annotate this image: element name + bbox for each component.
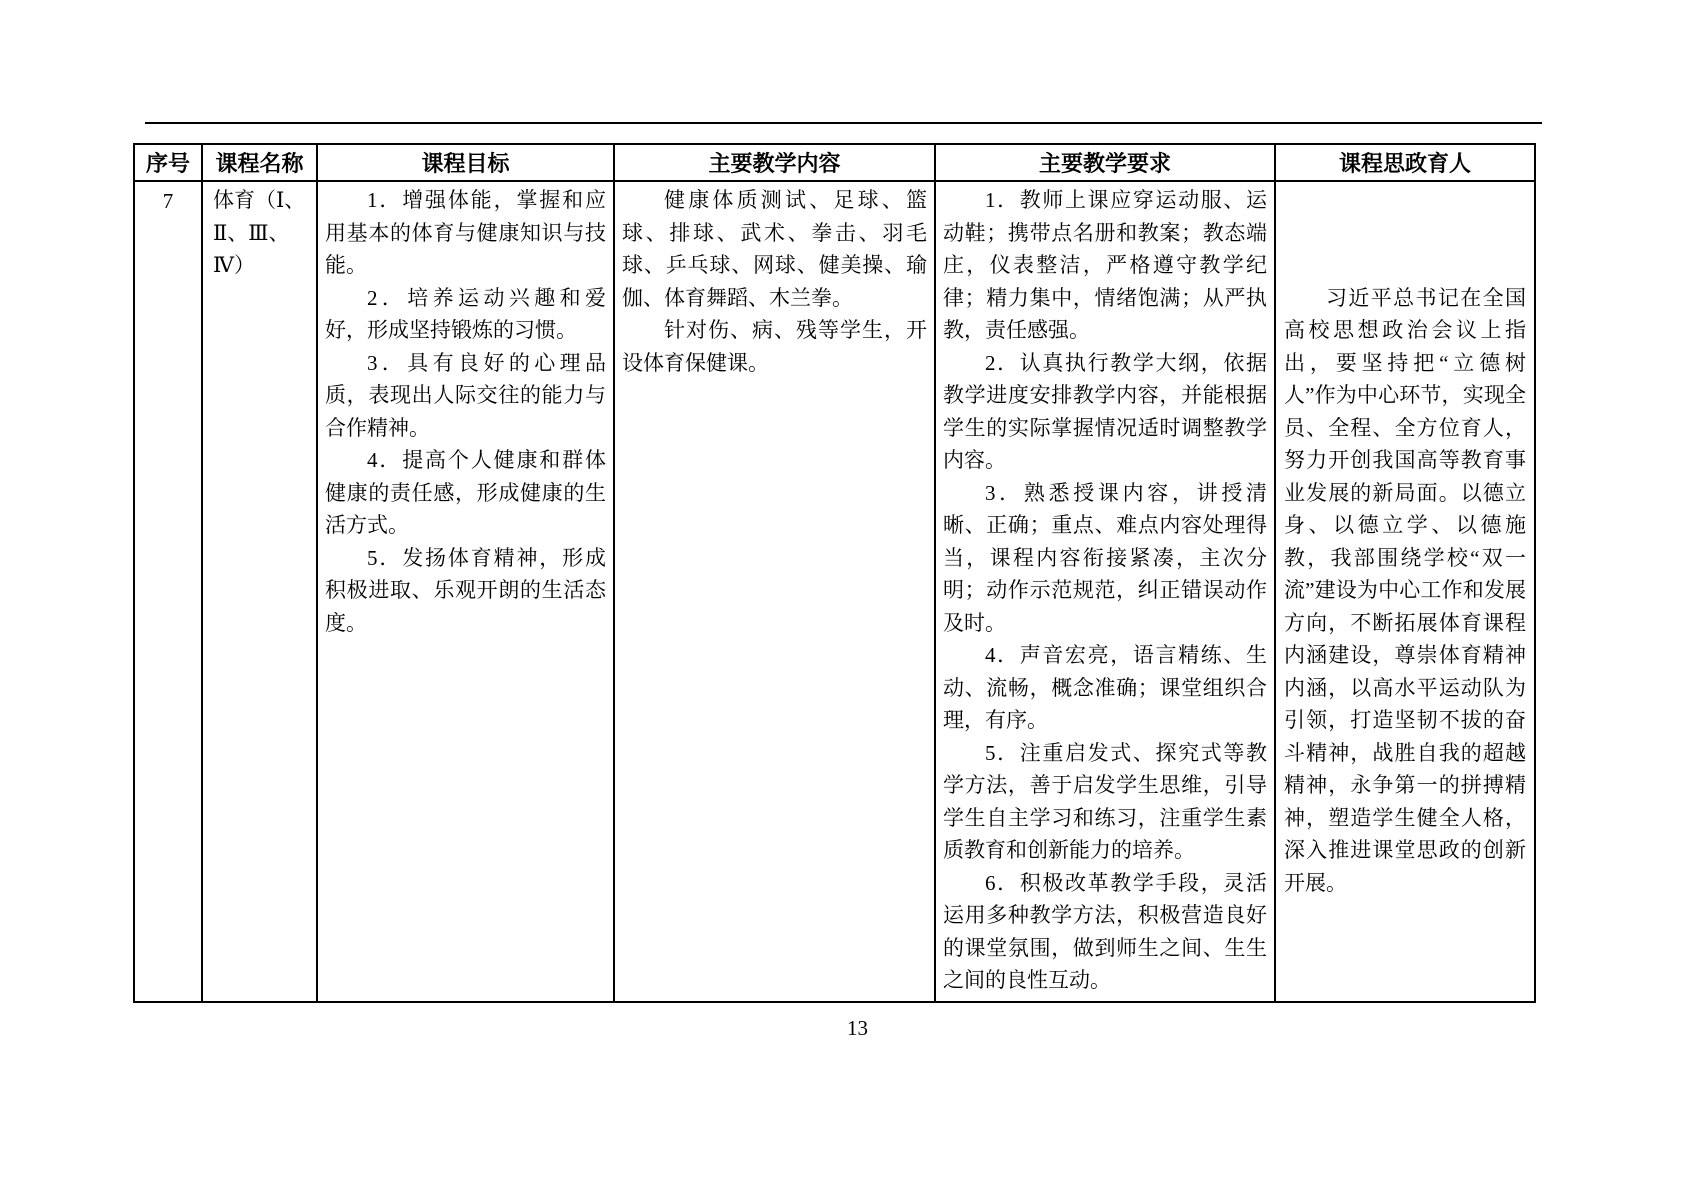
paragraph: 健康体质测试、足球、篮球、排球、武术、拳击、羽毛球、乒乓球、网球、健美操、瑜伽、体育舞蹈、木兰拳。 xyxy=(622,188,927,310)
paragraph: 2．认真执行教学大纲，依据教学进度安排教学内容，并能根据学生的实际掌握情况适时调整教学内容。 xyxy=(943,350,1267,472)
ideology-paragraph: 习近平总书记在全国高校思想政治会议上指出，要坚持把“立德树人”作为中心环节，实现全员、全程、全方位育人，努力开创我国高等教育事业发展的新局面。以德立身、以德立学、以德施教，我部围绕学校“双一流”建设为中心工作和发展方向，不断拓展体育课程内涵建设，尊崇体育精神内涵，以高水平运动队为引领，打造坚韧不拔的奋斗精神，战胜自我的超越精神，永争第一的拼搏精神，塑造学生健全人格，深入推进课堂思政的创新开展。 xyxy=(1284,285,1526,895)
paragraph: 5．发扬体育精神，形成积极进取、乐观开朗的生活态度。 xyxy=(325,545,606,635)
paragraph: 针对伤、病、残等学生，开设体育保健课。 xyxy=(622,318,927,375)
header-teaching-content: 主要教学内容 xyxy=(614,144,935,181)
header-course-objectives: 课程目标 xyxy=(317,144,614,181)
header-course-name: 课程名称 xyxy=(202,144,317,181)
header-rule xyxy=(145,122,1542,124)
table-row xyxy=(134,181,1535,1002)
cell-teaching-content xyxy=(614,181,935,1002)
cell-teaching-requirements xyxy=(935,181,1275,1002)
cell-seq-no: 7 xyxy=(134,181,202,1002)
cell-ideology-education xyxy=(1275,181,1535,1002)
table-header-row xyxy=(134,144,1535,181)
paragraph: 2．培养运动兴趣和爱好，形成坚持锻炼的习惯。 xyxy=(325,285,606,342)
header-teaching-requirements: 主要教学要求 xyxy=(935,144,1275,181)
paragraph: 5．注重启发式、探究式等教学方法，善于启发学生思维，引导学生自主学习和练习，注重学生素质教育和创新能力的培养。 xyxy=(943,740,1267,862)
header-ideology-education: 课程思政育人 xyxy=(1275,144,1535,181)
header-seq-no: 序号 xyxy=(134,144,202,181)
page-number: 13 xyxy=(847,1016,868,1040)
paragraph: 3．熟悉授课内容，讲授清晰、正确；重点、难点内容处理得当，课程内容衔接紧凑，主次分明；动作示范规范，纠正错误动作及时。 xyxy=(943,480,1267,635)
course-table xyxy=(133,143,1536,1003)
cell-course-name: 体育（Ⅰ、Ⅱ、Ⅲ、Ⅳ） xyxy=(202,181,317,1002)
paragraph: 1．增强体能，掌握和应用基本的体育与健康知识与技能。 xyxy=(325,188,606,277)
paragraph: 6．积极改革教学手段，灵活运用多种教学方法，积极营造良好的课堂氛围，做到师生之间、生生之间的良性互动。 xyxy=(943,870,1267,992)
cell-course-objectives xyxy=(317,181,614,1002)
paragraph: 4．提高个人健康和群体健康的责任感，形成健康的生活方式。 xyxy=(325,448,606,537)
paragraph: 4．声音宏亮，语言精练、生动、流畅，概念准确；课堂组织合理，有序。 xyxy=(943,643,1267,732)
paragraph: 3．具有良好的心理品质，表现出人际交往的能力与合作精神。 xyxy=(325,350,606,440)
paragraph: 1．教师上课应穿运动服、运动鞋；携带点名册和教案；教态端庄，仪表整洁，严格遵守教学纪律；精力集中，情绪饱满；从严执教，责任感强。 xyxy=(943,188,1267,342)
